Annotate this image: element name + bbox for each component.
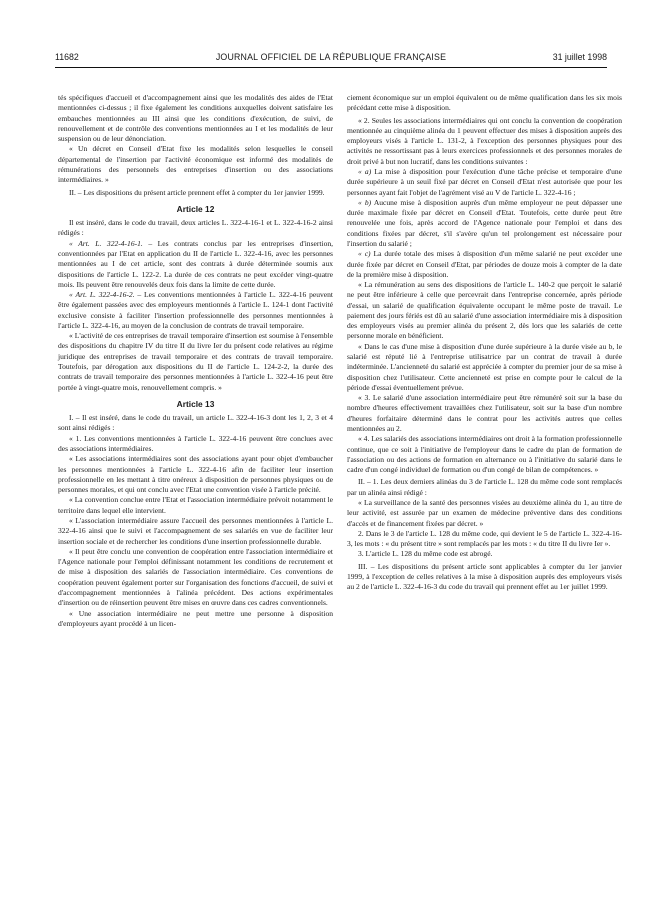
paragraph: « L'association intermédiaire assure l'accueil des personnes mentionnées à l'article L. 322-4-16 ainsi que le suivi et l'accompagnement de ses salariés en vue de faciliter leur insertion sociale et de rechercher les conditions d'une insertion professionnelle durable. [58, 515, 333, 546]
paragraph: 3. L'article L. 128 du même code est abrogé. [358, 549, 493, 559]
paragraph-text: Les conventions mentionnées à l'article L. 322-4-16 peuvent être également passées avec des employeurs mentionnés à l'article L. 124-1 dont l'activité exclusive consiste à faciliter l'insertion professionnelle des personnes mentionnées à l'article L. 322-4-16, au moyen de la conclusion de contrats de travail temporaire. [58, 290, 333, 330]
paragraph: « La rémunération au sens des dispositions de l'article L. 140-2 que perçoit le salarié ne peut être inférieure à celle que percevrait dans l'entreprise concernée, après période d'essai, un salarié de qualification équivalente occupant le même poste de travail. Le paiement des jours fériés est dû au salarié d'une association intermédiaire mis à disposition des employeurs visés au premier alinéa du présent 2, dès lors que les salariés de cette personne morale en bénéficient. [347, 280, 622, 341]
paragraph [347, 167, 622, 198]
paragraph: « Dans le cas d'une mise à disposition d'une durée supérieure à la durée visée au b, le salarié est réputé lié à l'entreprise utilisatrice par un contrat de travail à durée indéterminée. L'ancienneté du salarié est appréciée à compter du premier jour de sa mise à disposition chez l'utilisateur. Cette ancienneté est prise en compte pour le calcul de la période d'essai éventuellement prévue. [347, 341, 622, 392]
page-header [55, 52, 607, 66]
left-column [58, 93, 333, 629]
paragraph: ciement économique sur un emploi équivalent ou de même qualification dans les six mois précédant cette mise à disposition. [347, 93, 622, 113]
paragraph: « Une association intermédiaire ne peut mettre une personne à disposition d'employeurs ayant procédé à un licen- [58, 608, 333, 628]
paragraph-text: La mise à disposition pour l'exécution d'une tâche précise et temporaire d'une durée supérieure à un seuil fixé par décret en Conseil d'Etat n'est autorisée que pour les personnes ayant fait l'objet de l'agrément visé au V de l'article L. 322-4-16 ; [347, 166, 622, 197]
paragraph: « 1. Les conventions mentionnées à l'article L. 322-4-16 peuvent être conclues avec des associations intermédiaires. [58, 433, 333, 453]
paragraph: « 2. Seules les associations intermédiaires qui ont conclu la convention de coopération mentionnée au cinquième alinéa du 1 peuvent effectuer des mises à disposition auprès des employeurs visés à l'article L. 131-2, à l'exception des personnes physiques pour des activités ne ressortissant pas à leurs exercices professionnels et des personnes morales de droit privé à but non lucratif, dans les conditions suivantes : [347, 115, 622, 166]
journal-title: JOURNAL OFFICIEL DE LA RÉPUBLIQUE FRANÇAISE [215, 52, 447, 62]
article-reference: « Art. L. 322-4-16-2. – [69, 290, 142, 300]
paragraph-text: La durée totale des mises à disposition d'un même salarié ne peut excéder une durée fixée par décret en Conseil d'Etat, par périodes de douze mois à compter de la date de la première mise à disposition. [347, 249, 622, 279]
header-rule [55, 67, 607, 68]
paragraph: 2. Dans le 3 de l'article L. 128 du même code, qui devient le 5 de l'article L. 322-4-16-3, les mots : « du présent titre » sont remplacés par les mots : « du titre II du livre Ier ». [347, 528, 622, 549]
paragraph-text: Aucune mise à disposition auprès d'un même employeur ne peut dépasser une durée maximale fixée par décret en Conseil d'Etat. Toutefois, cette durée peut être renouvelée une fois, après accord de l'Agence nationale pour l'emploi et dans des conditions fixées par décret, s'il s'avère qu'un tel prolongement est nécessaire pour l'insertion du salarié ; [347, 197, 623, 248]
paragraph: « Les associations intermédiaires sont des associations ayant pour objet d'embaucher les personnes mentionnées à l'article L. 322-4-16 afin de faciliter leur insertion professionnelle en les mettant à titre onéreux à disposition de personnes physiques ou de personnes morales, et qui ont conclu avec l'Etat une convention visée à l'article précité. [58, 454, 333, 495]
paragraph [58, 290, 333, 331]
list-marker: « c) [358, 249, 371, 259]
paragraph: « 4. Les salariés des associations intermédiaires ont droit à la formation professionnelle continue, que ce soit à l'initiative de l'employeur dans le cadre du plan de formation de l'association ou des actions de formation en alternance ou à l'initiative du salarié dans le cadre d'un congé individuel de formation ou d'un congé de bilan de compétences. » [347, 434, 622, 475]
article-reference: « Art. L. 322-4-16-1. – [69, 238, 153, 248]
paragraph: Il est inséré, dans le code du travail, deux articles L. 322-4-16-1 et L. 322-4-16-2 ainsi rédigés : [58, 218, 333, 238]
publication-date: 31 juillet 1998 [552, 52, 607, 62]
article-heading: Article 13 [176, 398, 215, 409]
paragraph: II. – 1. Les deux derniers alinéas du 3 de l'article L. 128 du même code sont remplacés par un alinéa ainsi rédigé : [347, 477, 622, 497]
paragraph: « La convention conclue entre l'Etat et l'association intermédiaire prévoit notamment le territoire dans lequel elle intervient. [58, 495, 333, 515]
page-number: 11682 [55, 52, 79, 62]
paragraph: tés spécifiques d'accueil et d'accompagnement ainsi que les modalités des aides de l'Etat mentionnées ci-dessus ; il fixe également les conditions auxquelles doivent satisfaire les embauches mentionnées au III ainsi que les conditions d'exécution, de suivi, de renouvellement et de contrôle des conventions mentionnées au I et les modalités de leur suspension ou de leur dénonciation. [58, 93, 333, 144]
list-marker: « b) [358, 197, 372, 207]
paragraph [347, 198, 622, 249]
paragraph: III. – Les dispositions du présent article sont applicables à compter du 1er janvier 1999, à l'exception de celles relatives à la mise à disposition auprès des employeurs visés au 2 de l'article L. 322-4-16-3 du code du travail qui prennent effet au 1er juillet 1999. [347, 561, 622, 592]
list-marker: « a) [358, 166, 372, 176]
right-column [347, 93, 622, 593]
paragraph: « Il peut être conclu une convention de coopération entre l'association intermédiaire et l'Agence nationale pour l'emploi définissant notamment les conditions de recrutement et de mise à disposition des salariés de l'association intermédiaire. Ces conventions de coopération peuvent également porter sur l'organisation des fonctions d'accueil, de suivi et d'accompagnement mentionnées à l'alinéa précédent. Des actions expérimentales d'insertion ou de réinsertion peuvent être mises en œuvre dans ces cadres conventionnels. [58, 546, 333, 608]
paragraph [347, 249, 622, 280]
article-heading: Article 12 [176, 203, 215, 214]
paragraph: « 3. Le salarié d'une association intermédiaire peut être rémunéré soit sur la base du nombre d'heures effectivement travaillées chez l'utilisateur, soit sur la base d'un nombre d'heures forfaitaire déterminé dans le contrat pour les activités autres que celles mentionnées au 2. [347, 393, 622, 433]
paragraph [58, 239, 333, 290]
paragraph: II. – Les dispositions du présent article prennent effet à compter du 1er janvier 1999. [69, 187, 325, 197]
paragraph: I. – Il est inséré, dans le code du travail, un article L. 322-4-16-3 dont les 1, 2, 3 et 4 sont ainsi rédigés : [58, 413, 333, 433]
paragraph: « L'activité de ces entreprises de travail temporaire d'insertion est soumise à l'ensemble des dispositions du chapitre IV du titre II du livre Ier du présent code relatives au régime juridique des entreprises de travail temporaire et des contrats de travail temporaire. Toutefois, par dérogation aux dispositions du II de l'article L. 124-2-2, la durée des contrats de travail temporaire des personnes mentionnées à l'article L. 322-4-16 peut être portée à vingt-quatre mois, renouvellement compris. » [58, 331, 333, 392]
paragraph: « Un décret en Conseil d'Etat fixe les modalités selon lesquelles le conseil départemental de l'insertion par l'activité économique est informé des modalités de rémunérations des personnels des entreprises d'insertion ou des associations intermédiaires. » [58, 144, 333, 185]
paragraph: « La surveillance de la santé des personnes visées au deuxième alinéa du 1, au titre de leur activité, est assurée par un examen de médecine préventive dans des conditions d'accès et de financement fixées par décret. » [347, 497, 622, 528]
paragraph-text: Les contrats conclus par les entreprises d'insertion, conventionnées par l'Etat en application du II de l'article L. 322-4-16, avec les personnes mentionnées au I de cet article, sont des contrats à durée déterminée soumis aux dispositions de l'article L. 122-2. La durée de ces contrats ne peut excéder vingt-quatre mois. Ils peuvent être renouvelés deux fois dans la limite de cette durée. [58, 238, 333, 289]
